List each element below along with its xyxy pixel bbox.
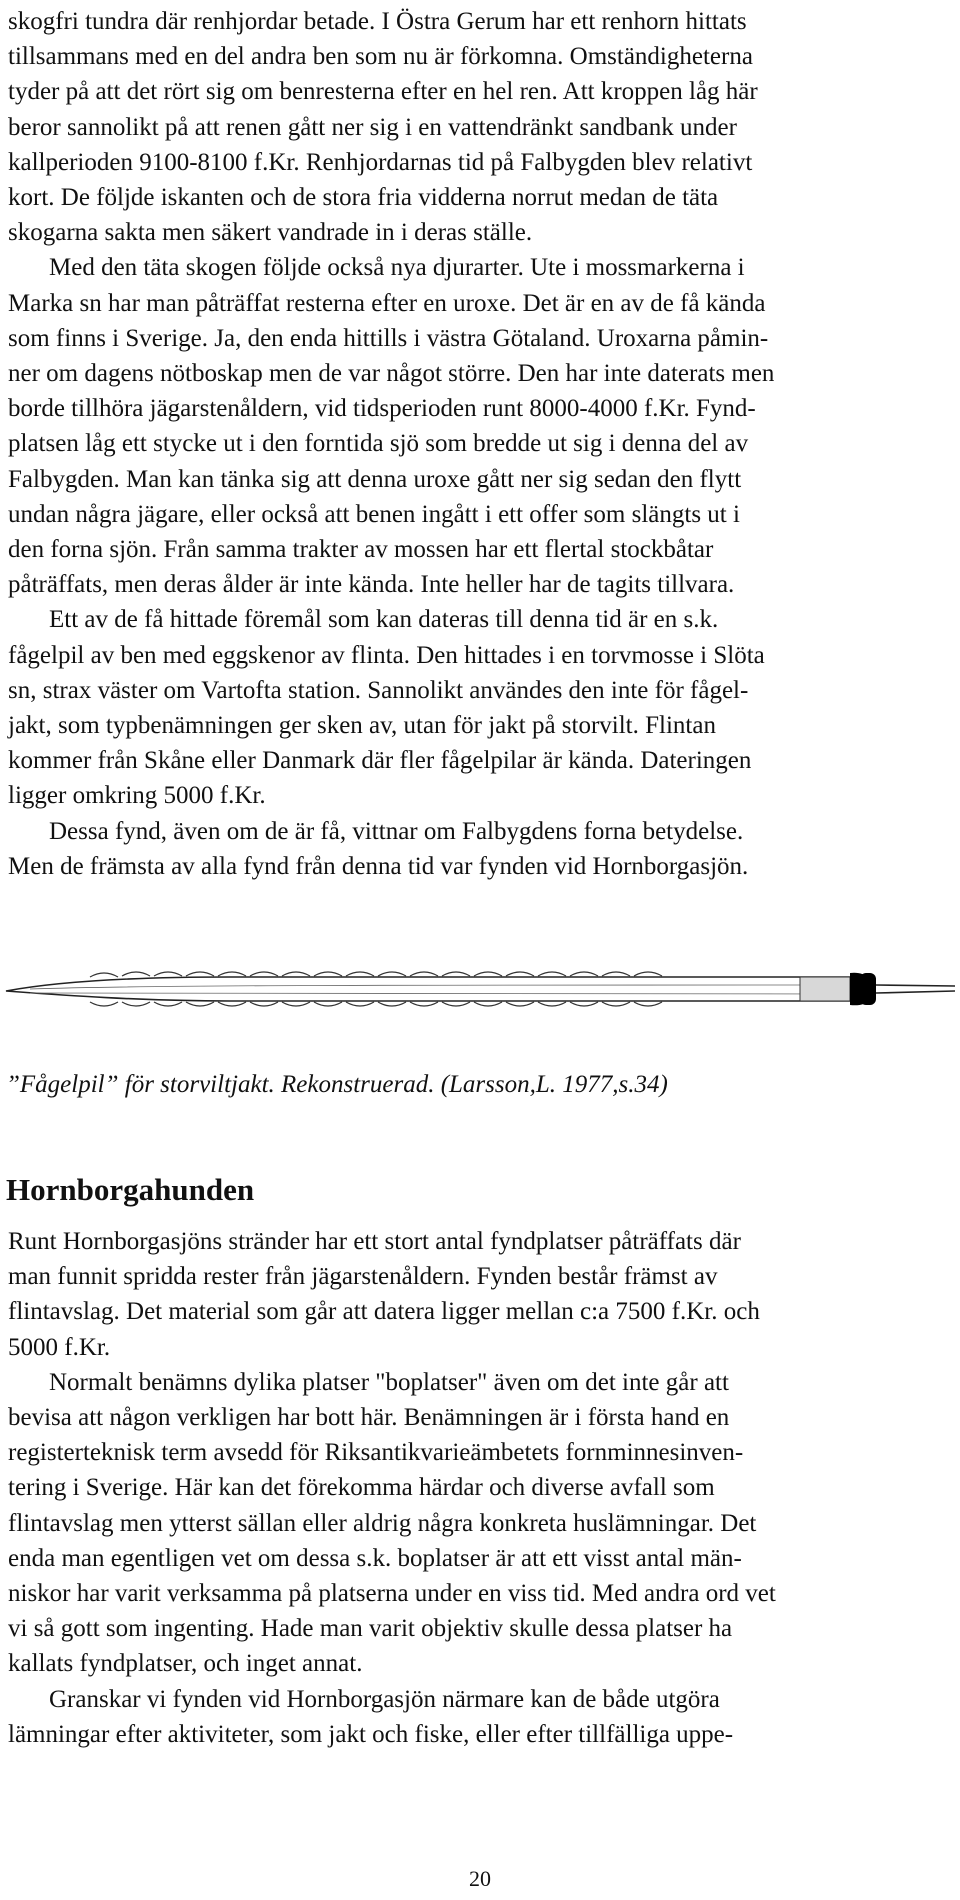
paragraph-find-sites <box>8 1224 958 1365</box>
text-line: enda man egentligen vet om dessa s.k. boplatser är att ett visst antal män- <box>8 1544 742 1572</box>
text-line: bevisa att någon verkligen har bott här. Benämningen är i första hand en <box>8 1404 730 1432</box>
text-line: skogfri tundra där renhjordar betade. I Östra Gerum har ett renhorn hittats <box>8 8 747 35</box>
paragraph-reindeer <box>8 4 958 250</box>
text-line: kallats fyndplatser, och inget annat. <box>8 1650 363 1678</box>
text-line: skogarna sakta men säkert vandrade in i deras ställe. <box>8 219 533 247</box>
text-line: Normalt benämns dylika platser "boplatser" även om det inte går att <box>49 1368 729 1396</box>
text-line: den forna sjön. Från samma trakter av mossen har ett flertal stockbåtar <box>8 536 714 564</box>
text-line: Med den täta skogen följde också nya djurarter. Ute i mossmarkerna i <box>49 254 745 282</box>
text-line: ligger omkring 5000 f.Kr. <box>8 782 266 810</box>
text-line: kommer från Skåne eller Danmark där fler fågelpilar är kända. Dateringen <box>8 747 752 775</box>
text-line: sn, strax väster om Vartofta station. Sannolikt användes den inte för fågel- <box>8 676 749 704</box>
arrow-binding <box>800 973 876 1006</box>
text-line: platsen låg ett stycke ut i den forntida sjö som bredde ut sig i denna del av <box>8 430 749 458</box>
text-line: som finns i Sverige. Ja, den enda hittills i västra Götaland. Uroxarna påmin- <box>8 324 769 352</box>
text-line: Men de främsta av alla fynd från denna tid var fynden vid Hornborgasjön. <box>8 852 749 880</box>
text-line: borde tillhöra jägarstenåldern, vid tidsperioden runt 8000-4000 f.Kr. Fynd- <box>8 395 756 423</box>
text-line: Ett av de få hittade föremål som kan dateras till denna tid är en s.k. <box>49 606 719 634</box>
text-line: Marka sn har man påträffat resterna efter en uroxe. Det är en av de få kända <box>8 289 766 317</box>
text-line: tillsammans med en del andra ben som nu är förkomna. Omständigheterna <box>8 43 753 71</box>
text-line: ner om dagens nötboskap men de var något större. Den har inte daterats men <box>8 360 775 388</box>
text-line: Falbygden. Man kan tänka sig att denna uroxe gått ner sig sedan den flytt <box>8 465 742 493</box>
figure-caption: ”Fågelpil” för storviltjakt. Rekonstruerad. (Larsson,L. 1977,s.34) <box>6 1071 668 1098</box>
paragraph-settlements <box>8 1365 958 1682</box>
text-line: påträffats, men deras ålder är inte kända. Inte heller har de tagits tillvara. <box>8 571 735 599</box>
page-number: 20 <box>469 1866 491 1891</box>
paragraph-aurochs <box>8 250 958 602</box>
text-line: kort. De följde iskanten och de stora fria vidderna norrut medan de täta <box>8 184 719 212</box>
paragraph-significance <box>8 814 958 884</box>
text-line: man funnit spridda rester från jägarstenåldern. Fynden består främst av <box>8 1263 718 1291</box>
text-line: niskor har varit verksamma på platserna under en viss tid. Med andra ord vet <box>8 1580 776 1608</box>
paragraph-examination <box>8 1682 958 1752</box>
paragraph-bird-arrow <box>8 602 958 813</box>
text-line: lämningar efter aktiviteter, som jakt och fiske, eller efter tillfälliga uppe- <box>8 1720 734 1748</box>
bird-arrow-illustration <box>0 955 960 1025</box>
text-line: vi så gott som ingenting. Hade man varit objektiv skulle dessa platser ha <box>8 1615 733 1643</box>
text-line: beror sannolikt på att renen gått ner sig i en vattendränkt sandbank under <box>8 113 737 141</box>
text-line: Dessa fynd, även om de är få, vittnar om Falbygdens forna betydelse. <box>49 817 744 845</box>
text-line: Granskar vi fynden vid Hornborgasjön närmare kan de både utgöra <box>49 1685 720 1713</box>
section-heading: Hornborgahunden <box>6 1172 255 1207</box>
section-text-block <box>8 1224 958 1752</box>
text-line: flintavslag men ytterst sällan eller aldrig några konkreta huslämningar. Det <box>8 1509 757 1537</box>
intro-text-block <box>8 4 958 884</box>
text-line: tering i Sverige. Här kan det förekomma härdar och diverse avfall som <box>8 1474 715 1502</box>
text-line: flintavslag. Det material som går att datera ligger mellan c:a 7500 f.Kr. och <box>8 1298 760 1326</box>
text-line: tyder på att det rört sig om benresterna efter en hel ren. Att kroppen låg här <box>8 78 758 106</box>
arrow-shaft-end <box>876 985 955 993</box>
text-line: jakt, som typbenämningen ger sken av, utan för jakt på storvilt. Flintan <box>8 712 716 740</box>
text-line: fågelpil av ben med eggskenor av flinta. Den hittades i en torvmosse i Slöta <box>8 641 765 669</box>
arrow-shaft <box>6 977 850 1001</box>
text-line: undan några jägare, eller också att benen ingått i ett offer som slängts ut i <box>8 500 740 528</box>
text-line: 5000 f.Kr. <box>8 1333 111 1361</box>
text-line: registerteknisk term avsedd för Riksantikvarieämbetets fornminnesinven- <box>8 1439 744 1467</box>
text-line: kallperioden 9100-8100 f.Kr. Renhjordarnas tid på Falbygden blev relativt <box>8 148 753 176</box>
text-line: Runt Hornborgasjöns stränder har ett stort antal fyndplatser påträffats där <box>8 1228 741 1255</box>
